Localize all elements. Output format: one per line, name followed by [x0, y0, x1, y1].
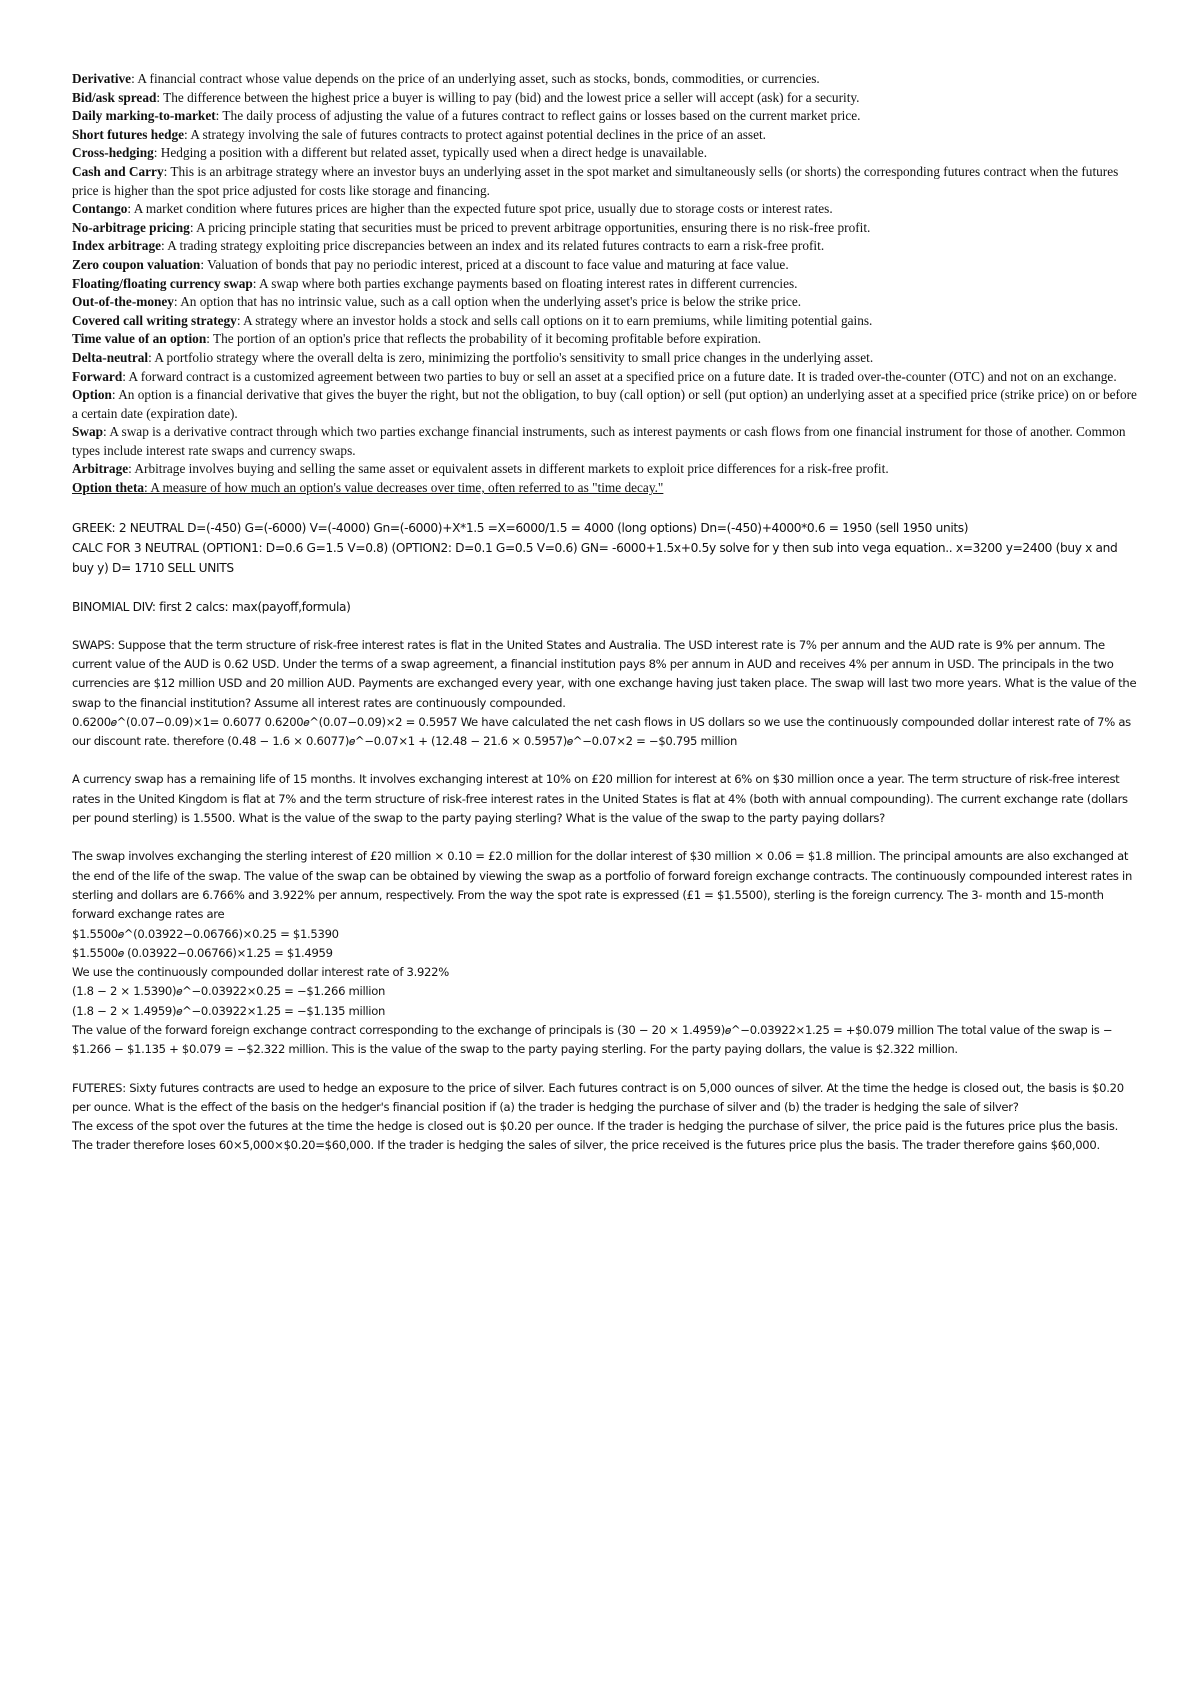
currency-swap-line-3: We use the continuously compounded dollar interest rate of 3.922%	[72, 965, 449, 980]
currency-swap-answer-section	[72, 847, 1138, 1059]
definition-entry	[72, 275, 1138, 294]
definition-entry	[72, 256, 1138, 275]
currency-swap-line-4: (1.8 − 2 × 1.5390)𝑒^−0.03922×0.25 = −$1.266 million	[72, 984, 386, 999]
futures-question: FUTERES: Sixty futures contracts are used to hedge an exposure to the price of silver. Each futures contract is on 5,000 ounces of silver. At the time the hedge is closed out, the basis is $0.20 per ounce. What is the effect of the basis on the hedger's financial position if (a) the trader is hedging the purchase of silver and (b) the trader is hedging the sale of silver?	[72, 1080, 1124, 1114]
definition-text: : Arbitrage involves buying and selling the same asset or equivalent assets in different markets to exploit price differences for a risk-free profit.	[128, 461, 889, 477]
definition-text: : The portion of an option's price that reflects the probability of it becoming profitable before expiration.	[206, 331, 762, 347]
binomial-note: BINOMIAL DIV: first 2 calcs: max(payoff,formula)	[72, 599, 351, 614]
definition-term: Option theta	[72, 480, 145, 496]
definition-term: Short futures hedge	[72, 126, 185, 142]
document-page	[72, 70, 1138, 1156]
currency-swap-intro: The swap involves exchanging the sterling interest of £20 million × 0.10 = £2.0 million for the dollar interest of $30 million × 0.06 = $1.8 million. The principal amounts are also exchanged at the end of the life of the swap. The value of the swap can be obtained by viewing the swap as a portfolio of forward foreign exchange contracts. The continuously compounded interest rates in sterling and dollars are 6.766% and 3.922% per annum, respectively. From the way the spot rate is expressed (£1 = $1.5500), sterling is the foreign currency. The 3- month and 15-month forward exchange rates are	[72, 849, 1133, 922]
definition-term: Forward	[72, 368, 123, 384]
definition-entry	[72, 163, 1138, 200]
definition-entry	[72, 126, 1138, 145]
definition-term: Cross-hedging	[72, 145, 154, 161]
definition-text: : Hedging a position with a different but related asset, typically used when a direct hedge is unavailable.	[153, 145, 708, 161]
definition-text: : A measure of how much an option's value decreases over time, often referred to as "time decay."	[144, 480, 664, 496]
definition-entry	[72, 89, 1138, 108]
definition-text: : This is an arbitrage strategy where an investor buys an underlying asset in the spot market and simultaneously sells (or shorts) the corresponding futures contract when the futures price is higher than the spot price adjusted for costs like storage and financing.	[72, 163, 1119, 198]
definition-entry	[72, 200, 1138, 219]
definition-term: Derivative	[72, 71, 132, 86]
definition-term: Covered call writing strategy	[72, 312, 237, 328]
definition-term: Contango	[72, 201, 128, 217]
definition-text: : The difference between the highest price a buyer is willing to pay (bid) and the lowest price a seller will accept (ask) for a security.	[156, 89, 860, 105]
currency-swap-line-1: $1.5500𝑒^(0.03922−0.06766)×0.25 = $1.5390	[72, 926, 339, 941]
definition-entry	[72, 386, 1138, 423]
currency-swap-question: A currency swap has a remaining life of 15 months. It involves exchanging interest at 10% on £20 million for interest at 6% on $30 million once a year. The term structure of risk-free interest rates in the United Kingdom is flat at 7% and the term structure of risk-free interest rates in the United States is flat at 4% (both with annual compounding). The current exchange rate (dollars per pound sterling) is 1.5500. What is the value of the swap to the party paying sterling? What is the value of the swap to the party paying dollars?	[72, 772, 1128, 826]
swaps-question: SWAPS: Suppose that the term structure of risk-free interest rates is flat in the United States and Australia. The USD interest rate is 7% per annum and the AUD rate is 9% per annum. The current value of the AUD is 0.62 USD. Under the terms of a swap agreement, a financial institution pays 8% per annum in AUD and receives 4% per annum in USD. The principals in the two currencies are $12 million USD and 20 million AUD. Payments are exchanged every year, with one exchange having just taken place. The swap will last two more years. What is the value of the swap to the financial institution? Assume all interest rates are continuously compounded.	[72, 637, 1137, 710]
definition-entry	[72, 219, 1138, 238]
definition-term: Swap	[72, 424, 104, 440]
definition-term: No-arbitrage pricing	[72, 219, 190, 235]
definition-term: Cash and Carry	[72, 163, 164, 179]
definitions-list	[72, 70, 1138, 498]
definition-term: Zero coupon valuation	[72, 256, 201, 272]
definition-term: Arbitrage	[72, 461, 129, 477]
definition-text: : A swap where both parties exchange payments based on floating interest rates in different currencies.	[252, 275, 798, 291]
definition-text: : A pricing principle stating that securities must be priced to prevent arbitrage opportunities, ensuring there is no risk-free profit.	[189, 219, 871, 235]
definition-entry	[72, 237, 1138, 256]
futures-section	[72, 1079, 1138, 1156]
currency-swap-line-2: $1.5500𝑒 (0.03922−0.06766)×1.25 = $1.4959	[72, 945, 333, 960]
definition-term: Daily marking-to-market	[72, 108, 216, 124]
definition-term: Bid/ask spread	[72, 89, 157, 105]
definition-entry	[72, 349, 1138, 368]
definition-text: : A strategy involving the sale of futures contracts to protect against potential declines in the price of an asset.	[184, 126, 766, 142]
definition-entry	[72, 423, 1138, 460]
definition-text: : An option is a financial derivative that gives the buyer the right, but not the obligation, to buy (call option) or sell (put option) an underlying asset at a specified price (strike price) on or before a certain date (expiration date).	[72, 387, 1137, 421]
definition-text: : A market condition where futures prices are higher than the expected future spot price, usually due to storage costs or interest rates.	[127, 201, 833, 217]
greek-line-2: CALC FOR 3 NEUTRAL (OPTION1: D=0.6 G=1.5 V=0.8) (OPTION2: D=0.1 G=0.5 V=0.6) GN= -6000+1.5x+0.5y solve for y then sub into vega equation.. x=3200 y=2400 (buy x and buy y) D= 1710 SELL UNITS	[72, 540, 1118, 575]
definition-text: : A strategy where an investor holds a stock and sells call options on it to earn premiums, while limiting potential gains.	[236, 312, 873, 328]
definition-text: : The daily process of adjusting the value of a futures contract to reflect gains or losses based on the current market price.	[215, 108, 861, 124]
definition-text: : A financial contract whose value depends on the price of an underlying asset, such as stocks, bonds, commodities, or currencies.	[131, 71, 820, 86]
definition-text: : An option that has no intrinsic value, such as a call option when the underlying asset's price is below the strike price.	[173, 294, 802, 310]
definition-term: Time value of an option	[72, 331, 207, 347]
currency-swap-conclusion: The value of the forward foreign exchange contract corresponding to the exchange of principals is (30 − 20 × 1.4959)𝑒^−0.03922×1.25 = +$0.079 million The total value of the swap is −$1.266 − $1.135 + $0.079 = −$2.322 million. This is the value of the swap to the party paying sterling. For the party paying dollars, the value is $2.322 million.	[72, 1023, 1113, 1057]
definition-text: : A portfolio strategy where the overall delta is zero, minimizing the portfolio's sensitivity to small price changes in the underlying asset.	[148, 349, 874, 365]
definition-term: Floating/floating currency swap	[72, 275, 253, 291]
binomial-section	[72, 597, 1138, 617]
definition-entry	[72, 460, 1138, 479]
definition-entry	[72, 368, 1138, 387]
currency-swap-line-5: (1.8 − 2 × 1.4959)𝑒^−0.03922×1.25 = −$1.135 million	[72, 1003, 386, 1018]
definition-text: : A trading strategy exploiting price discrepancies between an index and its related futures contracts to earn a risk-free profit.	[161, 238, 825, 254]
greek-line-1: GREEK: 2 NEUTRAL D=(-450) G=(-6000) V=(-4000) Gn=(-6000)+X*1.5 =X=6000/1.5 = 4000 (long options) Dn=(-450)+4000*0.6 = 1950 (sell 1950 units)	[72, 520, 969, 535]
swaps-answer: 0.6200𝑒^(0.07−0.09)×1= 0.6077 0.6200𝑒^(0.07−0.09)×2 = 0.5957 We have calculated the net cash flows in US dollars so we use the continuously compounded dollar interest rate of 7% as our discount rate. therefore (0.48 − 1.6 × 0.6077)𝑒^−0.07×1 + (12.48 − 21.6 × 0.5957)𝑒^−0.07×2 = −$0.795 million	[72, 714, 1131, 749]
futures-answer: The excess of the spot over the futures at the time the hedge is closed out is $0.20 per ounce. If the trader is hedging the purchase of silver, the price paid is the futures price plus the basis. The trader therefore loses 60×5,000×$0.20=$60,000. If the trader is hedging the sales of silver, the price received is the futures price plus the basis. The trader therefore gains $60,000.	[72, 1119, 1118, 1153]
definition-term: Out-of-the-money	[72, 294, 174, 310]
swaps-section	[72, 636, 1138, 752]
definition-entry	[72, 107, 1138, 126]
definition-entry	[72, 70, 1138, 89]
definition-entry	[72, 330, 1138, 349]
definition-entry	[72, 479, 1138, 498]
definition-entry	[72, 312, 1138, 331]
definition-term: Delta-neutral	[72, 349, 149, 365]
definition-entry	[72, 293, 1138, 312]
currency-swap-question-section	[72, 770, 1138, 828]
greek-section	[72, 518, 1138, 578]
definition-text: : Valuation of bonds that pay no periodic interest, priced at a discount to face value and maturing at face value.	[200, 256, 789, 272]
definition-term: Index arbitrage	[72, 238, 162, 254]
definition-term: Option	[72, 387, 112, 403]
definition-text: : A swap is a derivative contract through which two parties exchange financial instruments, such as interest payments or cash flows from one financial instrument for those of another. Common types include interest rate swaps and currency swaps.	[72, 424, 1126, 458]
definition-entry	[72, 144, 1138, 163]
definition-text: : A forward contract is a customized agreement between two parties to buy or sell an asset at a specified price on a future date. It is traded over-the-counter (OTC) and not on an exchange.	[122, 368, 1117, 384]
